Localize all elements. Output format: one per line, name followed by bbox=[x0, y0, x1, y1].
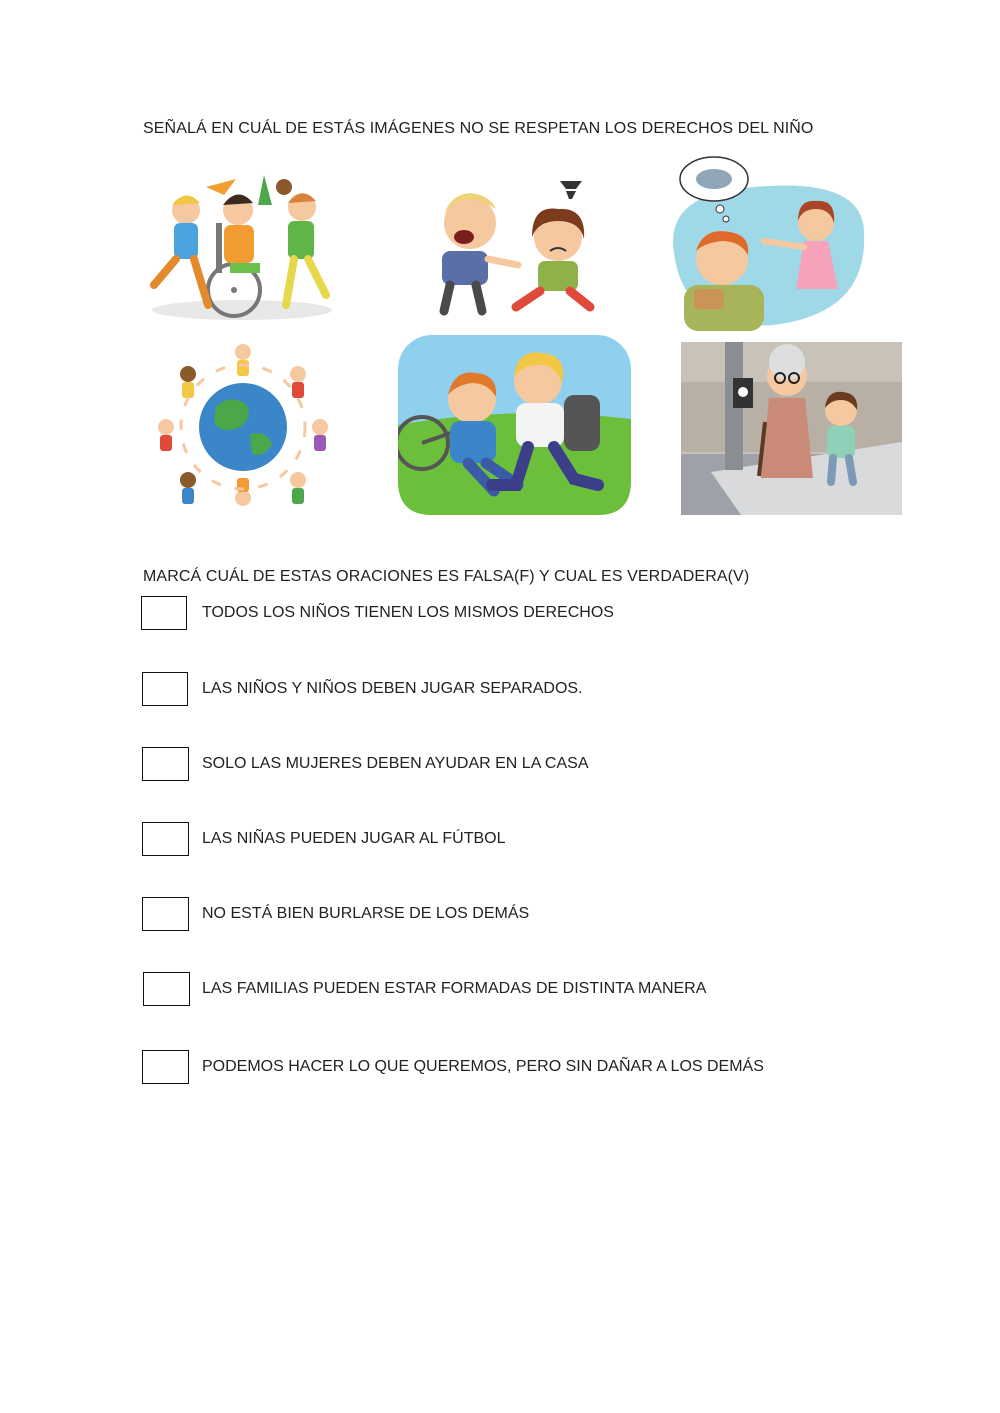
statement-row-5 bbox=[142, 897, 862, 935]
statement-text-4: LAS NIÑAS PUEDEN JUGAR AL FÚTBOL bbox=[202, 830, 506, 847]
statement-text-6: LAS FAMILIAS PUEDEN ESTAR FORMADAS DE DISTINTA MANERA bbox=[202, 980, 707, 997]
answer-box-3[interactable] bbox=[142, 747, 189, 781]
instruction-images: SEÑALÁ EN CUÁL DE ESTÁS IMÁGENES NO SE RESPETAN LOS DERECHOS DEL NIÑO bbox=[143, 120, 814, 137]
answer-box-5[interactable] bbox=[142, 897, 189, 931]
statement-text-5: NO ESTÁ BIEN BURLARSE DE LOS DEMÁS bbox=[202, 905, 530, 922]
image-boy-teasing-sad-girl[interactable] bbox=[420, 175, 605, 323]
image-man-teasing-woman[interactable] bbox=[664, 153, 868, 331]
image-boy-helping-grandma-cross-street[interactable] bbox=[681, 342, 902, 515]
statement-text-7: PODEMOS HACER LO QUE QUEREMOS, PERO SIN DAÑAR A LOS DEMÁS bbox=[202, 1058, 764, 1075]
answer-box-6[interactable] bbox=[143, 972, 190, 1006]
answer-box-2[interactable] bbox=[142, 672, 188, 706]
statement-row-4 bbox=[142, 822, 862, 860]
image-kids-playing-wheelchair[interactable] bbox=[146, 165, 338, 323]
statement-text-3: SOLO LAS MUJERES DEBEN AYUDAR EN LA CASA bbox=[202, 755, 589, 772]
answer-box-7[interactable] bbox=[142, 1050, 189, 1084]
image-children-around-globe[interactable] bbox=[150, 338, 336, 516]
statement-row-1 bbox=[141, 596, 861, 634]
statement-row-2 bbox=[142, 672, 862, 710]
image-boy-helping-injured-cyclist[interactable] bbox=[398, 335, 631, 515]
answer-box-1[interactable] bbox=[141, 596, 187, 630]
statement-text-2: LAS NIÑOS Y NIÑOS DEBEN JUGAR SEPARADOS. bbox=[202, 680, 583, 697]
answer-box-4[interactable] bbox=[142, 822, 189, 856]
instruction-true-false: MARCÁ CUÁL DE ESTAS ORACIONES ES FALSA(F) Y CUAL ES VERDADERA(V) bbox=[143, 568, 750, 585]
statement-row-3 bbox=[142, 747, 862, 785]
statement-row-7 bbox=[142, 1050, 862, 1088]
statement-text-1: TODOS LOS NIÑOS TIENEN LOS MISMOS DERECHOS bbox=[202, 604, 614, 621]
statement-row-6 bbox=[143, 972, 863, 1010]
